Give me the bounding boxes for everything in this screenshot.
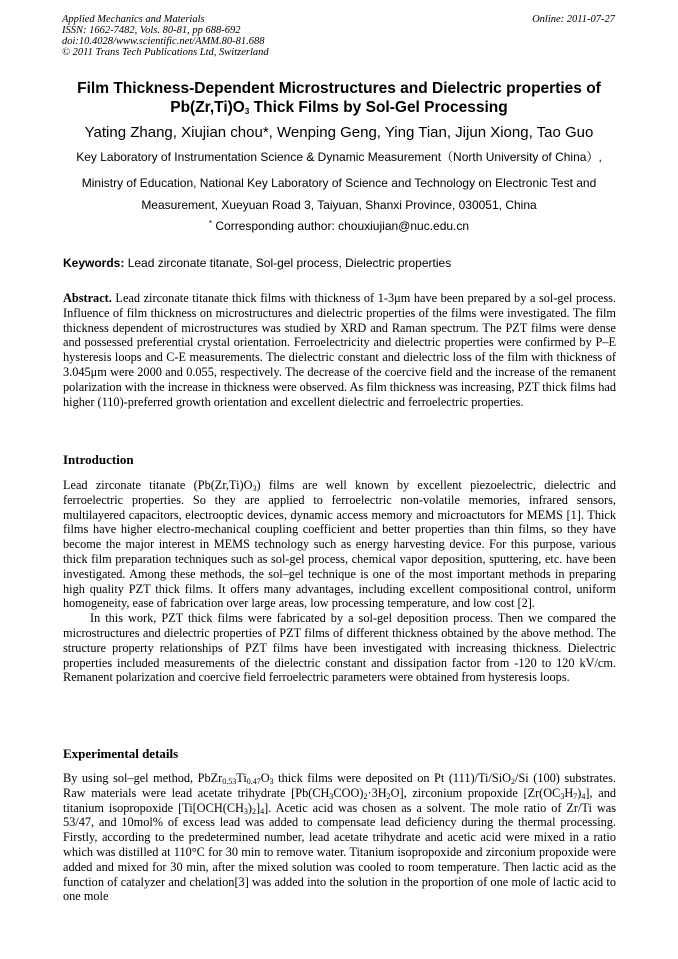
title-line-2: $Pb(Zr,Ti)O_3$ Thick Films by Sol-Gel Processing	[170, 99, 508, 116]
abstract	[63, 291, 616, 409]
keywords	[63, 256, 623, 270]
experimental-heading: Experimental details	[63, 746, 179, 761]
affiliation-line-2: Ministry of Education, National Key Laboratory of Science and Technology on Electronic Test and	[81, 176, 597, 190]
introduction-body	[63, 478, 616, 685]
journal-name: Applied Mechanics and Materials	[62, 14, 205, 25]
copyright-line: © 2011 Trans Tech Publications Ltd, Switzerland	[62, 47, 269, 58]
abstract-label: Abstract.	[63, 291, 112, 305]
experimental-body	[63, 771, 616, 904]
corresponding-author: * Corresponding author: chouxiujian@nuc.edu.cn	[208, 219, 470, 233]
introduction-heading: Introduction	[63, 452, 134, 467]
online-date: Online: 2011-07-27	[532, 14, 615, 25]
affiliation-line-3: Measurement, Xueyuan Road 3, Taiyuan, Shanxi Province, 030051, China	[141, 198, 537, 212]
experimental-paragraph: By using sol–gel method, $PbZr_{0.53}Ti_{0.47}O_3$ thick films were deposited on Pt (111)/Ti/SiO$_2$/Si (100) substrates. Raw materials were lead acetate trihydrate $[Pb(CH_3COO)_2\cdot 3H_2O]$, zirconium propoxide $[Zr(OC_3H_7)_4]$, and titanium isopropoxide $[Ti[OCH(CH_3)_2]_4]$. Acetic acid was chosen as a solvent. The mole ratio of Zr/Ti was 53/47, and 10mol% of excess lead was added to compensate lead deficiency during the thermal processing. Firstly, according to the predetermined number, lead acetate trihydrate and acetic acid were mixed in a ratio which was distilled at 110°C for 30 min to remove water. Titanium isopropoxide and zirconium propoxide were added and mixed for 30 min, after the mixed solution was cooled to room temperature. Then lactic acid as the function of catalyzer and chelation[3] was added into the solution in the proportion of one mole of lactic acid to one mole	[63, 771, 616, 904]
author-list: Yating Zhang, Xiujian chou*, Wenping Geng, Ying Tian, Jijun Xiong, Tao Guo	[84, 124, 594, 141]
paper-title	[40, 79, 638, 117]
abstract-text: Lead zirconate titanate thick films with thickness of 1-3μm have been prepared by a sol-gel process. Influence of film thickness on microstructures and dielectric properties of the films were investigated. The film thickness dependent of microstructures was studied by XRD and Raman spectrum. The PZT films were dense and possessed preferential crystal orientation. Ferroelectricity and dielectric properties were confirmed by P–E hysteresis loops and C-E measurements. The dielectric constant and dielectric loss of the film with thickness of 3.045μm were 2000 and 0.055, respectively. The decrease of the coercive field and the increase of the remanent polarization with the increase in thickness were observed. As film thickness was increasing, PZT thick films had higher (110)-preferred growth orientation and excellent dielectric and ferroelectric properties.	[63, 291, 616, 409]
keywords-label: Keywords:	[63, 256, 125, 270]
affiliation-line-1: Key Laboratory of Instrumentation Science & Dynamic Measurement（North University of China）,	[76, 150, 602, 164]
issn-line: ISSN: 1662-7482, Vols. 80-81, pp 688-692	[62, 25, 241, 36]
keywords-text: Lead zirconate titanate, Sol-gel process, Dielectric properties	[124, 256, 452, 270]
title-line-1: Film Thickness-Dependent Microstructures and Dielectric properties of	[77, 80, 601, 97]
intro-paragraph-2: In this work, PZT thick films were fabricated by a sol-gel deposition process. Then we compared the microstructures and dielectric properties of PZT films of different thickness obtained by the above method. The structure property relationships of PZT films have been investigated with increasing thickness. Dielectric properties included measurements of the dielectric constant and dissipation factor from -120 to 120 kV/cm. Remanent polarization and coercive field ferroelectric parameters were obtained from hysteresis loops.	[63, 611, 616, 685]
intro-paragraph-1: Lead zirconate titanate $(Pb(Zr,Ti)O_3)$ films are well known by excellent piezoelectric, dielectric and ferroelectric properties. So they are applied to ferroelectric non-volatile memories, infrared sensors, multilayered capacitors, electrooptic devices, dynamic access memory and microactutors for MEMS [1]. Thick films have higher electro-mechanical coupling coefficient and better properties than thin films, so they have become the major interest in MEMS technology such as energy harvesting device. For this purpose, various thick film preparation techniques such as sol-gel process, chemical vapor deposition, sputtering, etc. have been investigated. Among these methods, the sol–gel technique is one of the most important methods in preparing high quality PZT thick films. It offers many advantages, including excellent compositional control, uniform homogeneity, ease of fabrication over large areas, low processing temperature, and low cost [2].	[63, 478, 617, 611]
journal-header	[62, 14, 615, 58]
doi-line: doi:10.4028/www.scientific.net/AMM.80-81.688	[62, 36, 265, 47]
